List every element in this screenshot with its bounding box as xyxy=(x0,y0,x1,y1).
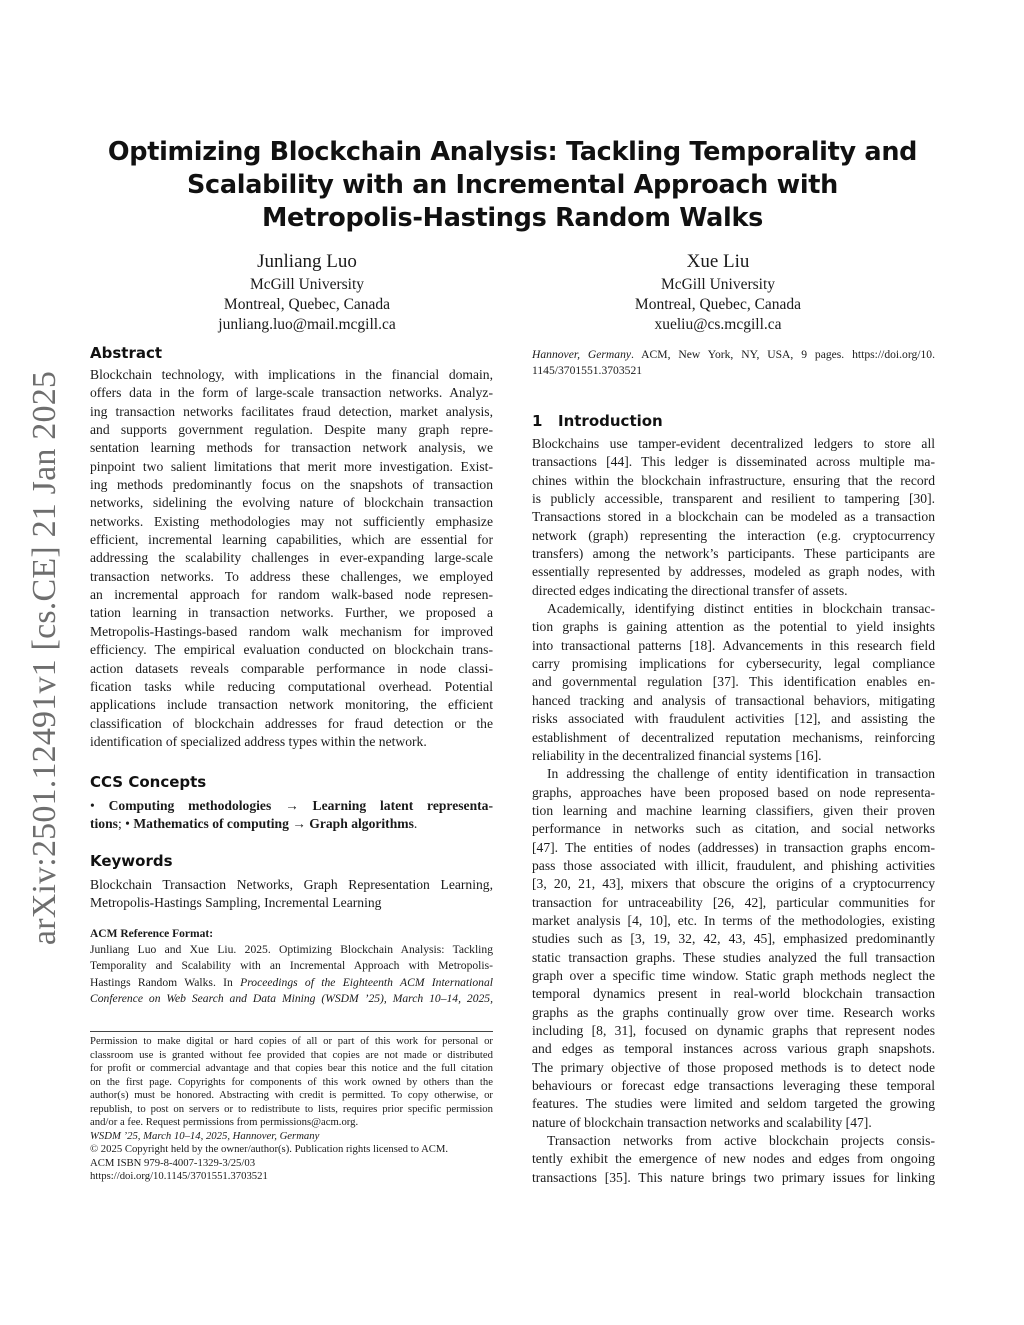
author-email: junliang.luo@mail.mcgill.ca xyxy=(218,316,396,333)
ccs-section xyxy=(90,772,493,834)
abstract-line: efficiency. The empirical evaluation conducted on blockchain trans- xyxy=(90,642,493,658)
intro-line: hanced tracking and analysis of transactional behaviors, mitigating xyxy=(532,692,935,708)
reference-location: Hannover, Germany xyxy=(532,348,632,361)
ccs-line xyxy=(90,797,493,815)
intro-line: tion graphs is gaining attention as the potential to yield insights xyxy=(532,619,935,635)
permission-line: classroom use is granted without fee provided that copies are not made or distributed xyxy=(90,1048,493,1061)
keywords-body xyxy=(90,876,493,913)
ccs-line xyxy=(90,815,493,833)
intro-line: market analysis [4, 10], etc. In terms of the methodologies, existing xyxy=(532,912,935,928)
keywords-section xyxy=(90,851,493,913)
keywords-line: Blockchain Transaction Networks, Graph Representation Learning, xyxy=(90,877,493,892)
abstract-line: ing methods predominantly focus on the snapshots of transaction xyxy=(90,477,493,493)
abstract-body xyxy=(90,366,493,751)
ccs-body xyxy=(90,797,493,834)
intro-line: static transaction graphs. These studies analyzed the full transaction xyxy=(532,949,935,965)
ccs-concept-sub: Learning latent representa- xyxy=(312,798,493,813)
reference-format-section xyxy=(90,926,493,1007)
abstract-line: networks. Existing methodologies may not sufficiently emphasize xyxy=(90,513,493,529)
section-number: 1 xyxy=(532,412,543,430)
intro-line: [3, 20, 21, 43], mixers that obscure the origins of a cryptocurrency xyxy=(532,876,935,892)
intro-line: pass those associated with illicit, fraudulent, and phishing activities xyxy=(532,857,935,873)
isbn-line: ACM ISBN 979-8-4007-1329-3/25/03 xyxy=(90,1156,256,1169)
author-block-2 xyxy=(568,249,868,335)
intro-line: The primary objective of those proposed methods is to detect node xyxy=(532,1059,935,1075)
intro-line: carry promising implications for cybersecurity, legal compliance xyxy=(532,656,935,672)
intro-line: graphs, approaches have been proposed based on node representa- xyxy=(532,784,935,800)
permission-block xyxy=(90,1035,493,1184)
reference-line: Temporality and Scalability with an Incremental Approach with Metropolis- xyxy=(90,959,493,973)
intro-line: risks associated with fraudulent activities [12], and assisting the xyxy=(532,711,935,727)
intro-line: In addressing the challenge of entity identification in transaction xyxy=(547,766,935,782)
author-location: Montreal, Quebec, Canada xyxy=(223,296,391,313)
reference-line xyxy=(90,975,493,991)
permission-line: on the first page. Copyrights for components of this work owned by others than the xyxy=(90,1075,493,1088)
intro-line: performance in networks such as citation, and social networks xyxy=(532,821,935,837)
keywords-line: Metropolis-Hastings Sampling, Incremental Learning xyxy=(90,895,382,911)
ccs-concept: Computing methodologies xyxy=(108,798,272,813)
ccs-heading: CCS Concepts xyxy=(90,773,207,791)
intro-line: graphs as the graphs continually grow over time. Research works xyxy=(532,1004,935,1020)
intro-line: temporal dynamics present in real-world blockchain transaction xyxy=(532,986,935,1002)
intro-line: network (graph) representing the interaction (e.g. cryptocurrency xyxy=(532,527,935,543)
reference-text: . ACM, New York, NY, USA, 9 pages. https://doi.org/10. xyxy=(631,348,935,361)
intro-line: and governmental regulation [37]. This identification enables en- xyxy=(532,674,935,690)
intro-line: transactions [44]. This ledger is disseminated across multiple ma- xyxy=(532,454,935,470)
intro-line: [47]. The entities of nodes (addresses) in transaction graphs encom- xyxy=(532,839,935,855)
author-name: Junliang Luo xyxy=(257,251,357,272)
permission-body xyxy=(90,1035,493,1184)
intro-line: graph over a specific time window. Static graph methods neglect the xyxy=(532,967,935,983)
doi-line: https://doi.org/10.1145/3701551.3703521 xyxy=(90,1170,268,1182)
introduction-heading xyxy=(532,411,935,431)
author-affiliation: McGill University xyxy=(660,276,776,293)
intro-line: Blockchains use tamper-evident decentralized ledgers to store all xyxy=(532,436,935,451)
reference-line: Junliang Luo and Xue Liu. 2025. Optimizing Blockchain Analysis: Tackling xyxy=(90,943,493,956)
section-title: Introduction xyxy=(558,412,663,430)
abstract-heading: Abstract xyxy=(90,344,163,362)
intro-line: reliability in the decentralized financial systems [16]. xyxy=(532,747,822,763)
intro-line: features. The studies were limited and seldom targeted the growing xyxy=(532,1096,935,1112)
abstract-line: applications include transaction network monitoring, the efficient xyxy=(90,697,493,713)
author-block-1 xyxy=(157,249,457,335)
reference-venue: Proceedings of the Eighteenth ACM International xyxy=(240,975,493,989)
intro-line: essentially represented by addresses, modeled as graph nodes, with xyxy=(532,564,935,580)
intro-line: tently exhibit the emergence of new nodes and edges from ongoing xyxy=(532,1151,935,1167)
intro-line: establishment of decentralized reputation mechanisms, reinforcing xyxy=(532,729,935,745)
arrow-icon: → xyxy=(285,798,299,813)
conference-line xyxy=(90,1130,493,1144)
intro-line: transaction for untraceability [26, 42], particular communities for xyxy=(532,894,935,910)
ccs-concept-sub: Graph algorithms xyxy=(309,816,414,832)
intro-line: behaviours or forecast edge transactions leveraging these temporal xyxy=(532,1078,935,1094)
author-name: Xue Liu xyxy=(686,251,750,272)
conference-text: WSDM ’25, March 10–14, 2025, Hannover, Germany xyxy=(90,1129,320,1142)
intro-line: Transaction networks from active blockchain projects consis- xyxy=(547,1133,935,1149)
intro-line: including [8, 31], focused on dynamic graphs that represent nodes xyxy=(532,1023,935,1038)
ccs-end: . xyxy=(413,816,418,832)
intro-line: tion learning and machine learning classifiers, given their proven xyxy=(532,802,935,818)
reference-format-body xyxy=(90,942,493,1007)
abstract-line: tation learning in transaction networks. Further, we proposed a xyxy=(90,605,493,621)
intro-line: Academically, identifying distinct entities in blockchain transac- xyxy=(547,601,935,617)
intro-line: transactions [35]. This nature brings two primary issues for linking xyxy=(532,1169,935,1185)
bullet: • xyxy=(125,816,130,832)
title-line: Optimizing Blockchain Analysis: Tackling Temporality and xyxy=(107,137,918,167)
author-location: Montreal, Quebec, Canada xyxy=(634,296,802,313)
permission-line: Permission to make digital or hard copies of all or part of this work for personal or xyxy=(90,1035,493,1047)
abstract-line: Blockchain technology, with implications in the financial domain, xyxy=(90,367,493,382)
ccs-concept: Mathematics of computing xyxy=(133,816,289,832)
reference-continuation-body xyxy=(532,347,935,380)
bullet: • xyxy=(90,798,95,813)
abstract-line: pinpoint two salient limitations that merit more investigation. Exist- xyxy=(90,458,493,474)
ccs-separator: ; xyxy=(117,816,122,832)
author-email: xueliu@cs.mcgill.ca xyxy=(654,316,782,333)
author-affiliation: McGill University xyxy=(249,276,365,293)
introduction-body xyxy=(532,435,935,1187)
reference-format-continuation xyxy=(532,347,935,380)
abstract-section xyxy=(90,343,493,751)
footnote-divider xyxy=(90,1031,493,1032)
reference-line xyxy=(532,347,935,363)
intro-line: chines within the blockchain infrastructure, ensuring that the record xyxy=(532,472,935,488)
arrow-icon: → xyxy=(292,816,306,832)
abstract-line: Metropolis-Hastings-based random walk mechanism for improved xyxy=(90,623,493,639)
reference-line xyxy=(90,991,493,1007)
arxiv-stamp xyxy=(20,365,70,950)
keywords-heading: Keywords xyxy=(90,852,173,870)
intro-line: transfers) among the network’s participants. These participants are xyxy=(532,546,935,562)
abstract-line: addressing the scalability challenges in ever-expanding large-scale xyxy=(90,550,493,566)
reference-venue: Conference on Web Search and Data Mining (WSDM ’25), March 10–14, 2025, xyxy=(90,991,493,1005)
intro-line: directed edges indicating the directional transfer of assets. xyxy=(532,582,848,598)
intro-line: and edges as temporal instances across various graph snapshots. xyxy=(532,1041,935,1057)
paper-title xyxy=(90,136,935,235)
abstract-line: ing transaction networks facilitates fraud detection, market analysis, xyxy=(90,403,493,419)
ccs-concept-sub: tions xyxy=(90,816,118,832)
abstract-line: and supports government regulation. Despite many graph repre- xyxy=(90,422,493,438)
intro-line: studies such as [3, 19, 32, 42, 43, 45], emphasized predominantly xyxy=(532,931,935,947)
abstract-line: classification of blockchain addresses for fraud detection or the xyxy=(90,715,493,731)
title-line: Metropolis-Hastings Random Walks xyxy=(261,203,763,233)
abstract-line: sentation learning methods for transaction network analysis, we xyxy=(90,440,493,456)
abstract-line: offers data in the form of large-scale transaction networks. Analyz- xyxy=(90,385,493,401)
abstract-line: networks, sidelining the evolving nature of blockchain transaction xyxy=(90,495,493,511)
abstract-line: action datasets reveals comparable performance in node classi- xyxy=(90,660,493,676)
title-line: Scalability with an Incremental Approach with xyxy=(186,170,839,200)
permission-line: author(s) must be honored. Abstracting with credit is permitted. To copy otherwise, or xyxy=(90,1089,493,1101)
arxiv-stamp-text: arXiv:2501.12491v1 [cs.CE] 21 Jan 2025 xyxy=(26,370,64,945)
intro-line: is publicly accessible, transparent and resilient to tampering [30]. xyxy=(532,491,935,507)
permission-line: republish, to post on servers or to redistribute to lists, requires prior specific permission xyxy=(90,1102,493,1115)
copyright-line: © 2025 Copyright held by the owner/author(s). Publication rights licensed to ACM. xyxy=(90,1143,449,1155)
reference-line: 1145/3701551.3703521 xyxy=(532,364,643,378)
reference-format-heading: ACM Reference Format: xyxy=(90,928,214,940)
permission-line: and/or a fee. Request permissions from permissions@acm.org. xyxy=(90,1116,359,1128)
intro-line: nature of blockchain transaction networks and scalability [47]. xyxy=(532,1114,872,1130)
abstract-line: fication tasks while reducing computational overhead. Potential xyxy=(90,678,493,694)
abstract-line: identification of specialized address types within the network. xyxy=(90,733,427,749)
permission-line: for profit or commercial advantage and that copies bear this notice and the full citation xyxy=(90,1062,493,1074)
intro-line: Transactions stored in a blockchain can be modeled as a transaction xyxy=(532,509,935,525)
intro-line: into transactional patterns [18]. Advancements in this research field xyxy=(532,637,935,653)
reference-text: Hastings Random Walks. In xyxy=(90,975,241,989)
abstract-line: transaction networks. To address these challenges, we employed xyxy=(90,568,493,584)
abstract-line: efficient, incremental learning capabilities, which are essential for xyxy=(90,532,493,548)
introduction-section xyxy=(532,411,935,1187)
abstract-line: an incremental approach for random walk-based node represen- xyxy=(90,587,493,603)
